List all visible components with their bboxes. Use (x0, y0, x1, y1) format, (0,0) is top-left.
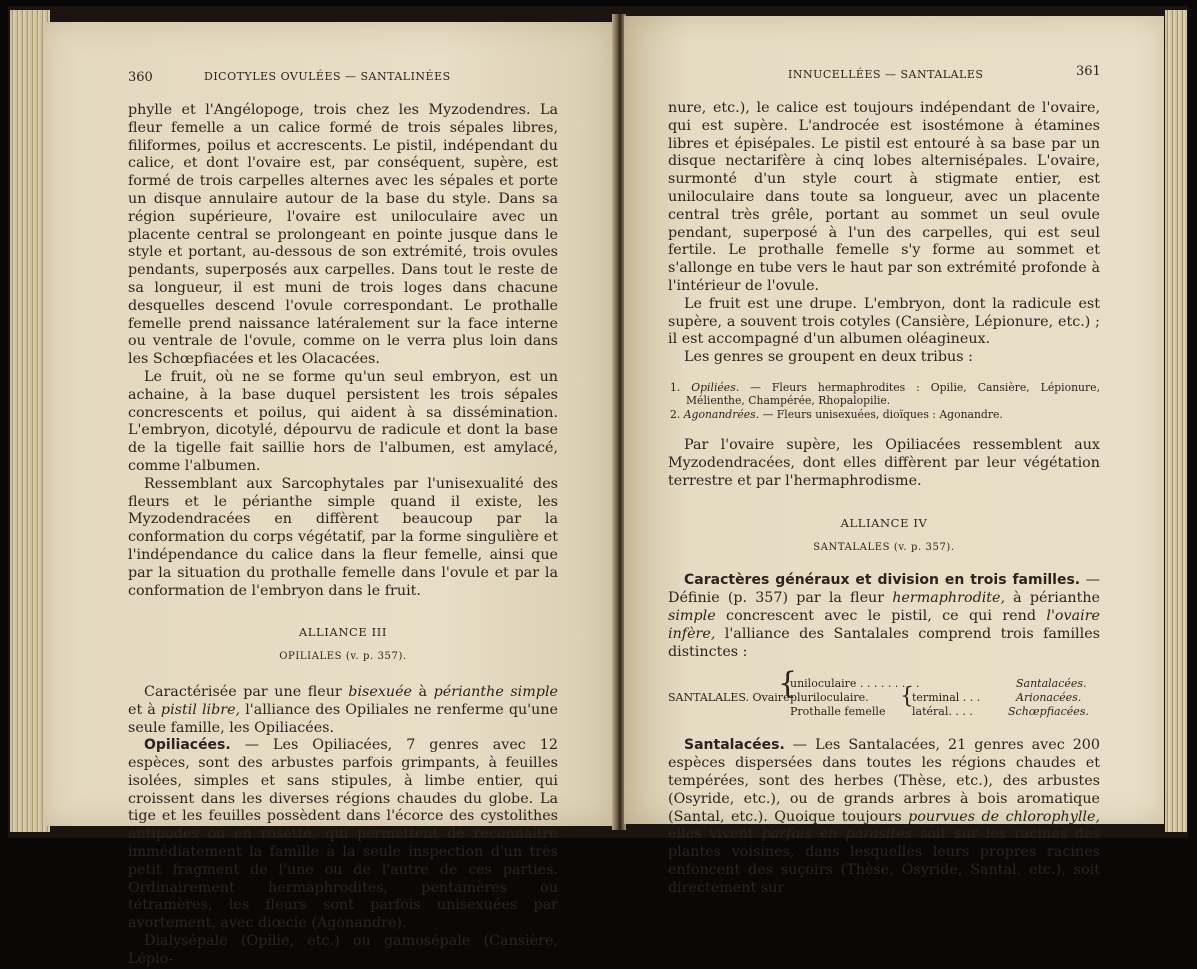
tribe-item: 2. Agonandrées. — Fleurs unisexuées, dioïques : Agonandre. (670, 407, 1003, 421)
table-sub: terminal . . . (912, 691, 981, 705)
alliance-subtitle: SANTALALES (v. p. 357). (813, 541, 955, 553)
table-row: uniloculaire . . . . . . . . . (790, 677, 920, 691)
page-number: 360 (128, 70, 153, 85)
tribe-list (668, 381, 1100, 422)
section-heading: Caractères généraux et division en trois familles. (684, 572, 1081, 589)
paragraph: Le fruit est une drupe. L'embryon, dont la radicule est supère, a souvent trois cotyles (Cansière, Lépionure, etc.) ; il est accompagné d'un albumen oléagineux. (668, 295, 1100, 348)
running-head: DICOTYLES OVULÉES — SANTALINÉES (204, 70, 451, 83)
paragraph: Les genres se groupent en deux tribus : (684, 349, 973, 366)
right-page (624, 16, 1164, 896)
brace: { (900, 684, 914, 710)
table-label: SANTALALES. Ovaire (668, 691, 790, 705)
paragraph: phylle et l'Angélopoge, trois chez les Myzodendres. La fleur femelle a un calice formé de trois sépales libres, filiformes, poilus et accrescents. Le pistil, indépendant du calice, et dont l'ovaire est, par conséquent, supère, est formé de trois carpelles alternes avec les sépales et porte un disque annulaire autour de la base du style. Dans sa région supérieure, l'ovaire est uniloculaire avec un placente central se prolongeant en pointe jusque dans le style et portant, au-dessous de son extrémité, trois ovules pendants, superposés aux carpelles. Dans tout le reste de sa longueur, il est muni de trois loges dans chacune desquelles descend l'ovule correspondant. Le prothalle femelle prend naissance latéralement sur la face interne ou ventrale de l'ovule, comme on le verra plus loin dans les Schœpfiacées et les Olacacées. (128, 102, 558, 368)
santalales-paragraph: Caractères généraux et division en trois familles. — Définie (p. 357) par la fleur hermaphrodite, à périanthe simple concrescent avec le pistil, ce qui rend l'ovaire infère, l'alliance des Santalales comprend trois familles distinctes : (668, 572, 1100, 660)
left-text-block (128, 102, 558, 969)
opiliacees-paragraph: Opiliacées. — Les Opiliacées, 7 genres avec 12 espèces, sont des arbustes parfois grimpants, à feuilles isolées, simples et sans stipules, à limbe entier, qui croissent dans les diverses régions chaudes du globe. La tige et les feuilles possèdent dans l'écorce des cystolithes antipodes ou en rosette, qui permettent de reconnaître immédiatement la famille à la seule inspection d'un très petit fragment de l'une ou de l'autre de ces parties. Ordinairement hermaphrodites, pentamères ou tétramères, les fleurs sont parfois unisexuées par avortement, avec diœcie (Agonandre). (128, 737, 558, 932)
running-head: INNUCELLÉES — SANTALALES (788, 68, 984, 81)
santalacees-paragraph: Santalacées. — Les Santalacées, 21 genres avec 200 espèces dispersées dans toutes les régions chaudes et tempérées, sont des herbes (Thèse, etc.), des arbustes (Osyride, etc.), ou de grands arbres à bois aromatique (Santal, etc.). Quoique toujours pourvues de chlorophylle, elles vivent parfois en parasites soit sur les racines des plantes voisines, dans lesquelles leurs propres racines enfoncent des suçoirs (Thèse, Osyride, Santal, etc.), soit directement sur (668, 737, 1100, 896)
alliance-title: ALLIANCE III (298, 625, 388, 640)
alliance-title: ALLIANCE IV (840, 515, 928, 530)
paragraph: Par l'ovaire supère, les Opiliacées ressemblent aux Myzodendracées, dont elles diffèrent par leur végétation terrestre et par l'hermaphrodisme. (668, 437, 1100, 490)
page-edges-right (1165, 10, 1187, 832)
page-number: 361 (1076, 64, 1101, 79)
left-page (44, 22, 614, 967)
right-text-block (668, 100, 1100, 898)
family-name: Schœpfiacées. (1008, 705, 1089, 719)
paragraph: Dialysépale (Opilie, etc.) ou gamosépale (Cansière, Lépio- (128, 933, 558, 967)
paragraph: Ressemblant aux Sarcophytales par l'unisexualité des fleurs et le périanthe simple quand il existe, les Myzodendracées en diffèrent beaucoup par la conformation du corps végétatif, par la forme singulière et l'indépendance du calice dans la fleur femelle, ainsi que par la situation du prothalle femelle dans l'ovule et par la conformation de l'embryon dans le fruit. (128, 475, 558, 599)
key-table (668, 666, 1100, 723)
section-heading: Opiliacées. (144, 737, 231, 754)
brace: { (778, 666, 798, 702)
family-name: Arionacées. (1016, 691, 1082, 705)
paragraph: nure, etc.), le calice est toujours indépendant de l'ovaire, qui est supère. L'androcée est isostémone à étamines libres et épisépales. Le pistil est entouré à sa base par un disque nectarifère à cinq lobes alternisépales. L'ovaire, surmonté d'un style court à stigmate entier, est uniloculaire dans toute sa longueur, avec un placente central très grêle, portant au sommet un seul ovule pendant, superposé à l'un des carpelles, qui est seul fertile. Le prothalle femelle s'y forme au sommet et s'allonge en tube vers le haut par son extrémité profonde à l'intérieur de l'ovule. (668, 100, 1100, 294)
paragraph: Le fruit, où ne se forme qu'un seul embryon, est un achaine, à la base duquel persistent les trois sépales concrescents et poilus, qui aident à sa dissémination. L'embryon, dicotylé, dépourvu de radicule et dont la base de la tigelle fait saillie hors de l'albumen, est amylacé, comme l'albumen. (128, 368, 558, 474)
opiliales-intro: Caractérisée par une fleur bisexuée à périanthe simple et à pistil libre, l'alliance des Opiliales ne renferme qu'une seule famille, les Opiliacées. (128, 683, 558, 736)
table-row: Prothalle femelle (790, 705, 886, 719)
tribe-item: 1. Opiliées. — Fleurs hermaphrodites : Opilie, Cansière, Lépionure, Mélienthe, Champérée, Rhopalopilie. (670, 380, 1100, 408)
alliance-subtitle: OPILIALES (v. p. 357). (279, 651, 407, 663)
family-name: Santalacées. (1016, 677, 1087, 691)
section-heading: Santalacées. (684, 737, 785, 754)
table-row: pluriloculaire. (790, 691, 869, 705)
table-sub: latéral. . . . (912, 705, 973, 719)
